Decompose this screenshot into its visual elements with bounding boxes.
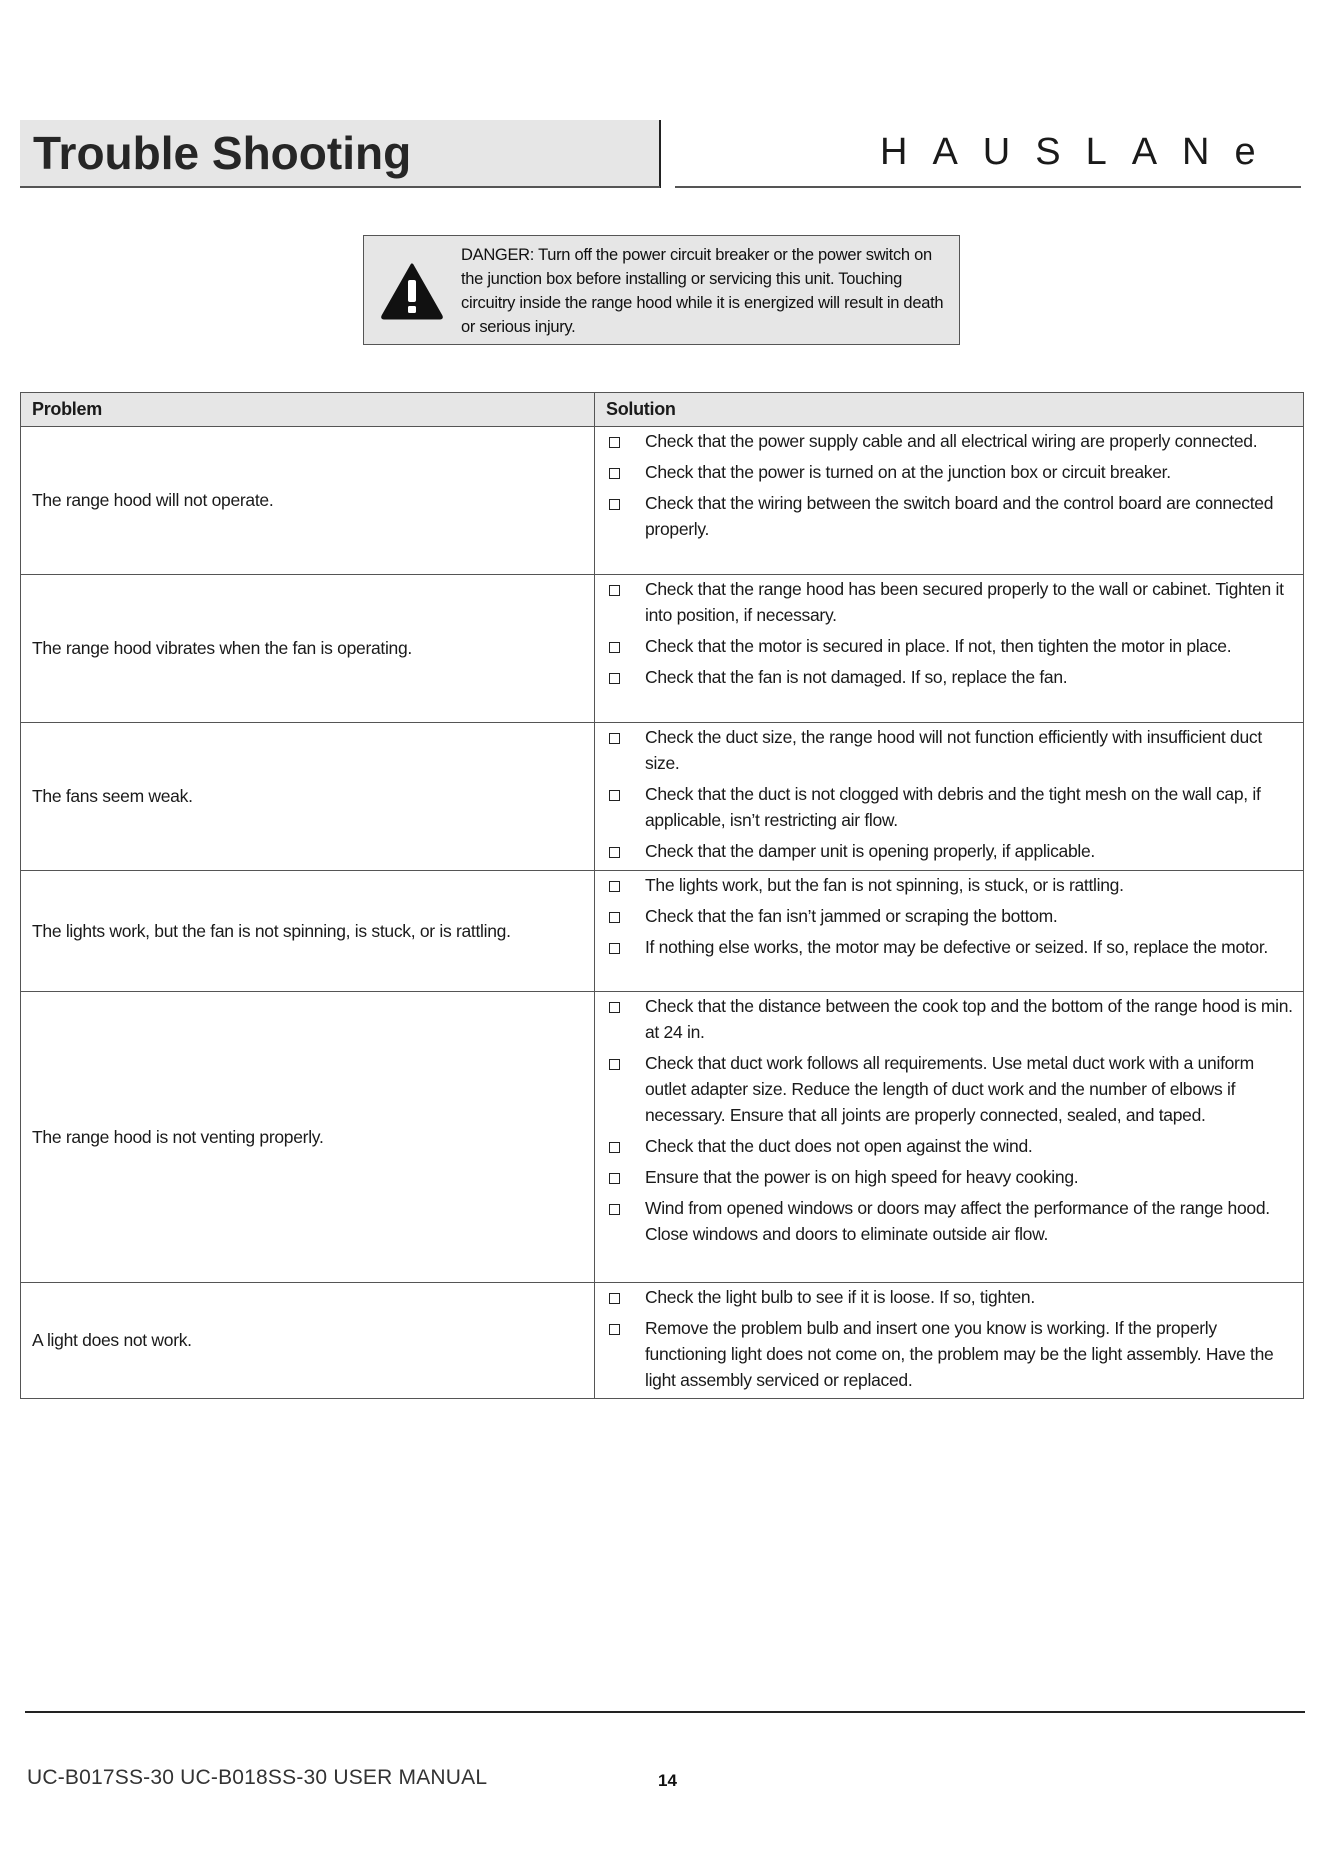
solution-text: If nothing else works, the motor may be defective or seized. If so, replace the motor. (645, 937, 1268, 957)
solution-item (595, 903, 1295, 929)
solution-cell (595, 427, 1304, 575)
table-row (21, 1283, 1304, 1399)
solution-cell (595, 992, 1304, 1283)
solution-item (595, 576, 1295, 628)
solution-cell (595, 871, 1304, 992)
page-number: 14 (658, 1771, 677, 1790)
solution-text: Check that the range hood has been secured properly to the wall or cabinet. Tighten it into position, if necessary. (645, 579, 1284, 625)
checkbox-icon (609, 585, 620, 596)
solution-cell (595, 1283, 1304, 1399)
solution-item (595, 1050, 1295, 1128)
solution-item (595, 428, 1295, 454)
solution-text: Check that the duct is not clogged with debris and the tight mesh on the wall cap, if applicable, isn’t restricting air flow. (645, 784, 1261, 830)
solution-text: Ensure that the power is on high speed for heavy cooking. (645, 1167, 1079, 1187)
checkbox-icon (609, 499, 620, 510)
solution-item (595, 633, 1295, 659)
footer-manual-title: UC-B017SS-30 UC-B018SS-30 USER MANUAL (27, 1766, 488, 1789)
solution-cell (595, 575, 1304, 723)
header-divider (659, 120, 661, 188)
solution-text: The lights work, but the fan is not spinning, is stuck, or is rattling. (645, 875, 1124, 895)
solution-text: Check that the fan is not damaged. If so, replace the fan. (645, 667, 1068, 687)
checkbox-icon (609, 1173, 620, 1184)
footer-rule (25, 1711, 1305, 1713)
solution-item (595, 781, 1295, 833)
solution-item (595, 838, 1295, 864)
header-rule (20, 186, 660, 188)
solution-text: Remove the problem bulb and insert one you know is working. If the properly functioning light does not come on, the problem may be the light assembly. Have the light assembly serviced or replaced. (645, 1318, 1274, 1390)
problem-cell: The range hood is not venting properly. (21, 992, 595, 1283)
checkbox-icon (609, 1142, 620, 1153)
table-row (21, 575, 1304, 723)
danger-text: DANGER: Turn off the power circuit breaker or the power switch on the junction box before installing or servicing this unit. Touching circuitry inside the range hood while it is energized will result in death or serious injury. (461, 246, 944, 336)
checkbox-icon (609, 847, 620, 858)
solution-item (595, 1195, 1295, 1247)
table-row (21, 992, 1304, 1283)
checkbox-icon (609, 733, 620, 744)
table-row (21, 427, 1304, 575)
page-title: Trouble Shooting (33, 127, 412, 179)
checkbox-icon (609, 912, 620, 923)
table-row (21, 871, 1304, 992)
checkbox-icon (609, 943, 620, 954)
solution-text: Check that the fan isn’t jammed or scraping the bottom. (645, 906, 1058, 926)
column-header-solution: Solution (595, 393, 1304, 427)
solution-text: Check that the damper unit is opening properly, if applicable. (645, 841, 1095, 861)
checkbox-icon (609, 468, 620, 479)
warning-icon (380, 262, 444, 320)
checkbox-icon (609, 1002, 620, 1013)
solution-text: Check that the power is turned on at the junction box or circuit breaker. (645, 462, 1171, 482)
problem-cell: The range hood will not operate. (21, 427, 595, 575)
table-header-row (21, 393, 1304, 427)
solution-item (595, 934, 1295, 960)
solution-item (595, 1315, 1295, 1393)
solution-cell (595, 723, 1304, 871)
solution-item (595, 1133, 1295, 1159)
solution-text: Check that the wiring between the switch board and the control board are connected properly. (645, 493, 1274, 539)
solution-text: Check the duct size, the range hood will not function efficiently with insufficient duct size. (645, 727, 1262, 773)
brand-logo: HAUSLANe (880, 131, 1281, 173)
solution-item (595, 872, 1295, 898)
problem-cell: The lights work, but the fan is not spinning, is stuck, or is rattling. (21, 871, 595, 992)
troubleshooting-table (20, 392, 1304, 1399)
checkbox-icon (609, 642, 620, 653)
checkbox-icon (609, 790, 620, 801)
solution-text: Check that duct work follows all requirements. Use metal duct work with a uniform outlet adapter size. Reduce the length of duct work and the number of elbows if necessary. Ensure that all joints are properly connected, sealed, and taped. (645, 1053, 1254, 1125)
checkbox-icon (609, 1324, 620, 1335)
solution-item (595, 459, 1295, 485)
checkbox-icon (609, 1204, 620, 1215)
solution-item (595, 664, 1295, 690)
solution-item (595, 993, 1295, 1045)
solution-item (595, 1164, 1295, 1190)
checkbox-icon (609, 673, 620, 684)
danger-warning-box (363, 235, 960, 345)
solution-text: Check that the duct does not open against the wind. (645, 1136, 1033, 1156)
solution-text: Check that the motor is secured in place. If not, then tighten the motor in place. (645, 636, 1232, 656)
problem-cell: The fans seem weak. (21, 723, 595, 871)
checkbox-icon (609, 437, 620, 448)
checkbox-icon (609, 1059, 620, 1070)
header-rule (675, 186, 1301, 188)
problem-cell: A light does not work. (21, 1283, 595, 1399)
solution-text: Check that the power supply cable and all electrical wiring are properly connected. (645, 431, 1258, 451)
checkbox-icon (609, 881, 620, 892)
solution-item (595, 1284, 1295, 1310)
problem-cell: The range hood vibrates when the fan is operating. (21, 575, 595, 723)
solution-item (595, 724, 1295, 776)
column-header-problem: Problem (21, 393, 595, 427)
solution-text: Wind from opened windows or doors may affect the performance of the range hood. Close windows and doors to eliminate outside air flow. (645, 1198, 1270, 1244)
solution-text: Check the light bulb to see if it is loose. If so, tighten. (645, 1287, 1035, 1307)
solution-text: Check that the distance between the cook top and the bottom of the range hood is min. at 24 in. (645, 996, 1293, 1042)
solution-item (595, 490, 1295, 542)
checkbox-icon (609, 1293, 620, 1304)
table-row (21, 723, 1304, 871)
